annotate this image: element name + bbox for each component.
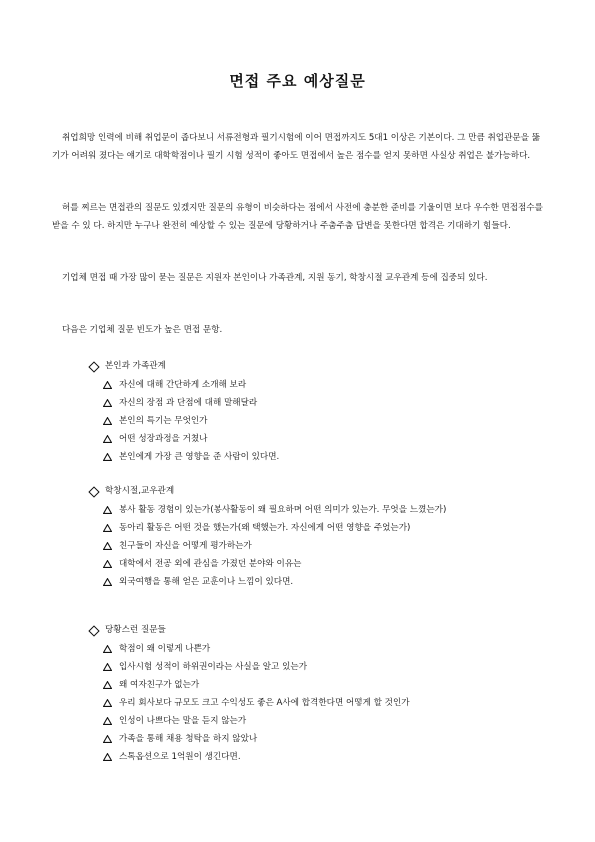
question-section-tricky	[88, 622, 548, 766]
triangle-bullet-icon	[103, 753, 112, 761]
question-list	[88, 501, 548, 591]
intro-paragraph: 기업체 면접 때 가장 많이 묻는 질문은 지원자 본인이나 가족관계, 지원 동기, 학창시절 교우관계 등에 집중되 있다.	[62, 273, 488, 283]
triangle-bullet-icon	[103, 542, 112, 550]
triangle-bullet-icon	[103, 399, 112, 407]
triangle-bullet-icon	[103, 663, 112, 671]
question-item	[88, 555, 548, 573]
question-text: 가족을 통해 채용 청탁을 하지 않았나	[119, 734, 258, 744]
question-text: 본인에게 가장 큰 영향을 준 사람이 있다면.	[119, 452, 280, 462]
question-item	[88, 537, 548, 555]
triangle-bullet-icon	[103, 506, 112, 514]
question-text: 외국여행을 통해 얻은 교훈이나 느낌이 있다면.	[119, 577, 294, 587]
question-item	[88, 394, 548, 412]
question-section-self-family	[88, 358, 548, 466]
section-heading	[88, 483, 548, 500]
question-text: 학점이 왜 이렇게 나쁜가	[119, 644, 211, 654]
question-text: 우리 회사보다 규모도 크고 수익성도 좋은 A사에 합격한다면 어떻게 할 것인가	[119, 698, 410, 708]
question-item	[88, 573, 548, 591]
question-list	[88, 640, 548, 766]
question-text: 친구들이 자신을 어떻게 평가하는가	[119, 541, 252, 551]
triangle-bullet-icon	[103, 699, 112, 707]
triangle-bullet-icon	[103, 435, 112, 443]
section-heading-text: 당황스런 질문들	[105, 625, 166, 635]
triangle-bullet-icon	[103, 453, 112, 461]
section-heading-text: 본인과 가족관계	[105, 361, 166, 371]
question-text: 스톡옵션으로 1억원이 생긴다면.	[119, 752, 241, 762]
question-item	[88, 640, 548, 658]
question-item	[88, 412, 548, 430]
triangle-bullet-icon	[103, 578, 112, 586]
question-item	[88, 748, 548, 766]
triangle-bullet-icon	[103, 717, 112, 725]
intro-paragraph: 취업희망 인력에 비해 취업문이 좁다보니 서류전형과 필기시험에 이어 면접까지도 5대1 이상은 기본이다. 그 만큼 취업관문을 뚫기가 어려워 졌다는 얘기로 대학학점이나 필기 시험 성적이 좋아도 면접에서 높은 점수를 얻지 못하면 사실상 취업은 불가능하다.	[52, 133, 541, 161]
question-section-school-friends	[88, 483, 548, 591]
question-item	[88, 501, 548, 519]
question-list	[88, 376, 548, 466]
triangle-bullet-icon	[103, 681, 112, 689]
triangle-bullet-icon	[103, 524, 112, 532]
triangle-bullet-icon	[103, 645, 112, 653]
question-item	[88, 694, 548, 712]
triangle-bullet-icon	[103, 560, 112, 568]
triangle-bullet-icon	[103, 735, 112, 743]
section-heading-text: 학창시절,교우관계	[105, 486, 175, 496]
page-title: 면접 주요 예상질문	[229, 72, 366, 90]
question-text: 인성이 나쁘다는 말을 듣지 않는가	[119, 716, 247, 726]
triangle-bullet-icon	[103, 417, 112, 425]
section-heading	[88, 358, 548, 375]
section-heading	[88, 622, 548, 639]
question-text: 어떤 성장과정을 거쳤나	[119, 434, 208, 444]
question-item	[88, 676, 548, 694]
question-item	[88, 376, 548, 394]
intro-paragraph: 다음은 기업체 질문 빈도가 높은 면접 문항.	[62, 325, 223, 335]
question-text: 자신의 장점 과 단점에 대해 말해달라	[119, 398, 258, 408]
question-item	[88, 658, 548, 676]
question-item	[88, 730, 548, 748]
diamond-bullet-icon	[88, 625, 99, 636]
triangle-bullet-icon	[103, 381, 112, 389]
question-text: 자신에 대해 간단하게 소개해 보라	[119, 380, 247, 390]
diamond-bullet-icon	[88, 361, 99, 372]
question-text: 동아리 활동은 어떤 것을 했는가(왜 택했는가. 자신에게 어떤 영향을 주었는가)	[119, 523, 411, 533]
question-item	[88, 430, 548, 448]
diamond-bullet-icon	[88, 486, 99, 497]
question-text: 왜 여자친구가 없는가	[119, 680, 200, 690]
question-text: 대학에서 전공 외에 관심을 가졌던 분야와 이유는	[119, 559, 302, 569]
question-text: 봉사 활동 경험이 있는가(봉사활동이 왜 필요하며 어떤 의미가 있는가. 무엇을 느꼈는가)	[119, 505, 447, 515]
question-item	[88, 448, 548, 466]
question-text: 입사시험 성적이 하위권이라는 사실을 알고 있는가	[119, 662, 307, 672]
question-item	[88, 712, 548, 730]
intro-paragraph: 허를 찌르는 면접관의 질문도 있겠지만 질문의 유형이 비슷하다는 점에서 사전에 충분한 준비를 기울이면 보다 우수한 면접점수를 받을 수 있 다. 하지만 누구나 완전히 예상할 수 있는 질문에 당황하거나 주춤주춤 답변을 못한다면 합격은 기대하기 힘들다.	[52, 203, 543, 231]
question-item	[88, 519, 548, 537]
question-text: 본인의 특기는 무엇인가	[119, 416, 208, 426]
